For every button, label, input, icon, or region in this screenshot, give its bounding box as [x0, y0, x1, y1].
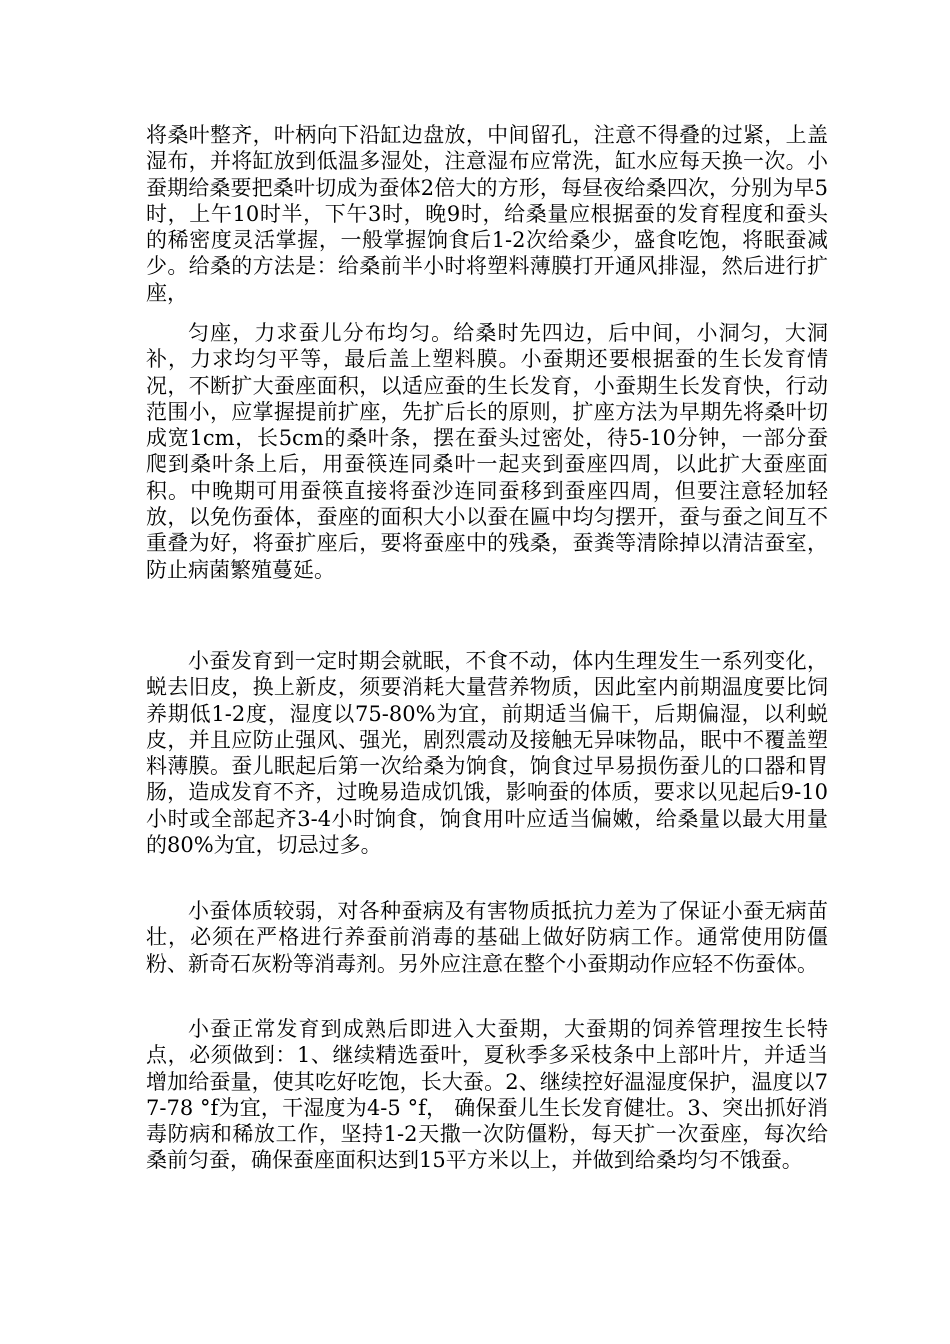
paragraph-disease-prevention: 小蚕体质较弱，对各种蚕病及有害物质抵抗力差为了保证小蚕无病苗壮，必须在严格进行养蚕前消毒的基础上做好防病工作。通常使用防僵粉、新奇石灰粉等消毒剂。另外应注意在整个小蚕期动作应轻不伤蚕体。 — [146, 899, 828, 976]
paragraph-large-silkworm-stage: 小蚕正常发育到成熟后即进入大蚕期，大蚕期的饲养管理按生长特点，必须做到：1、继续精选蚕叶，夏秋季多采枝条中上部叶片，并适当增加给蚕量，使其吃好吃饱，长大蚕。2、继续控好温湿度保护，温度以77-78 °f为宜，干湿度为4-5 °f， 确保蚕儿生长发育健壮。3、突出抓好消毒防病和稀放工作，坚持1-2天撒一次防僵粉，每天扩一次蚕座，每次给桑前匀蚕，确保蚕座面积达到15平方米以上，并做到给桑均匀不饿蚕。 — [146, 1017, 828, 1173]
paragraph-continued-feeding: 将桑叶整齐，叶柄向下沿缸边盘放，中间留孔，注意不得叠的过紧，上盖湿布，并将缸放到低温多湿处，注意湿布应常洗，缸水应每天换一次。小蚕期给桑要把桑叶切成为蚕体2倍大的方形，每昼夜给桑四次，分别为早5时，上午10时半，下午3时，晚9时，给桑量应根据蚕的发育程度和蚕头的稀密度灵活掌握，一般掌握饷食后1-2次给桑少，盛食吃饱，将眠蚕减少。给桑的方法是：给桑前半小时将塑料薄膜打开通风排湿，然后进行扩座， — [146, 123, 828, 305]
paragraph-molting-period: 小蚕发育到一定时期会就眠，不食不动，体内生理发生一系列变化，蜕去旧皮，换上新皮，须要消耗大量营养物质，因此室内前期温度要比饲养期低1-2度，湿度以75-80%为宜，前期适当偏干，后期偏湿，以利蜕皮，并且应防止强风、强光，剧烈震动及接触无异味物品，眠中不覆盖塑料薄膜。蚕儿眠起后第一次给桑为饷食，饷食过早易损伤蚕儿的口器和胃肠，造成发育不齐，过晚易造成饥饿，影响蚕的体质，要求以见起后9-10小时或全部起齐3-4小时饷食，饷食用叶应适当偏嫩，给桑量以最大用量的80%为宜，切忌过多。 — [146, 649, 828, 858]
paragraph-even-seating: 匀座，力求蚕儿分布均匀。给桑时先四边，后中间，小洞匀，大洞补，力求均匀平等，最后盖上塑料膜。小蚕期还要根据蚕的生长发育情况，不断扩大蚕座面积，以适应蚕的生长发育，小蚕期生长发育快，行动范围小，应掌握提前扩座，先扩后长的原则，扩座方法为早期先将桑叶切成宽1cm，长5cm的桑叶条，摆在蚕头过密处，待5-10分钟，一部分蚕爬到桑叶条上后，用蚕筷连同桑叶一起夹到蚕座四周，以此扩大蚕座面积。中晚期可用蚕筷直接将蚕沙连同蚕移到蚕座四周，但要注意轻加轻放，以免伤蚕体，蚕座的面积大小以蚕在匾中均匀摆开，蚕与蚕之间互不重叠为好，将蚕扩座后，要将蚕座中的残桑，蚕粪等清除掉以清洁蚕室，防止病菌繁殖蔓延。 — [146, 321, 828, 582]
